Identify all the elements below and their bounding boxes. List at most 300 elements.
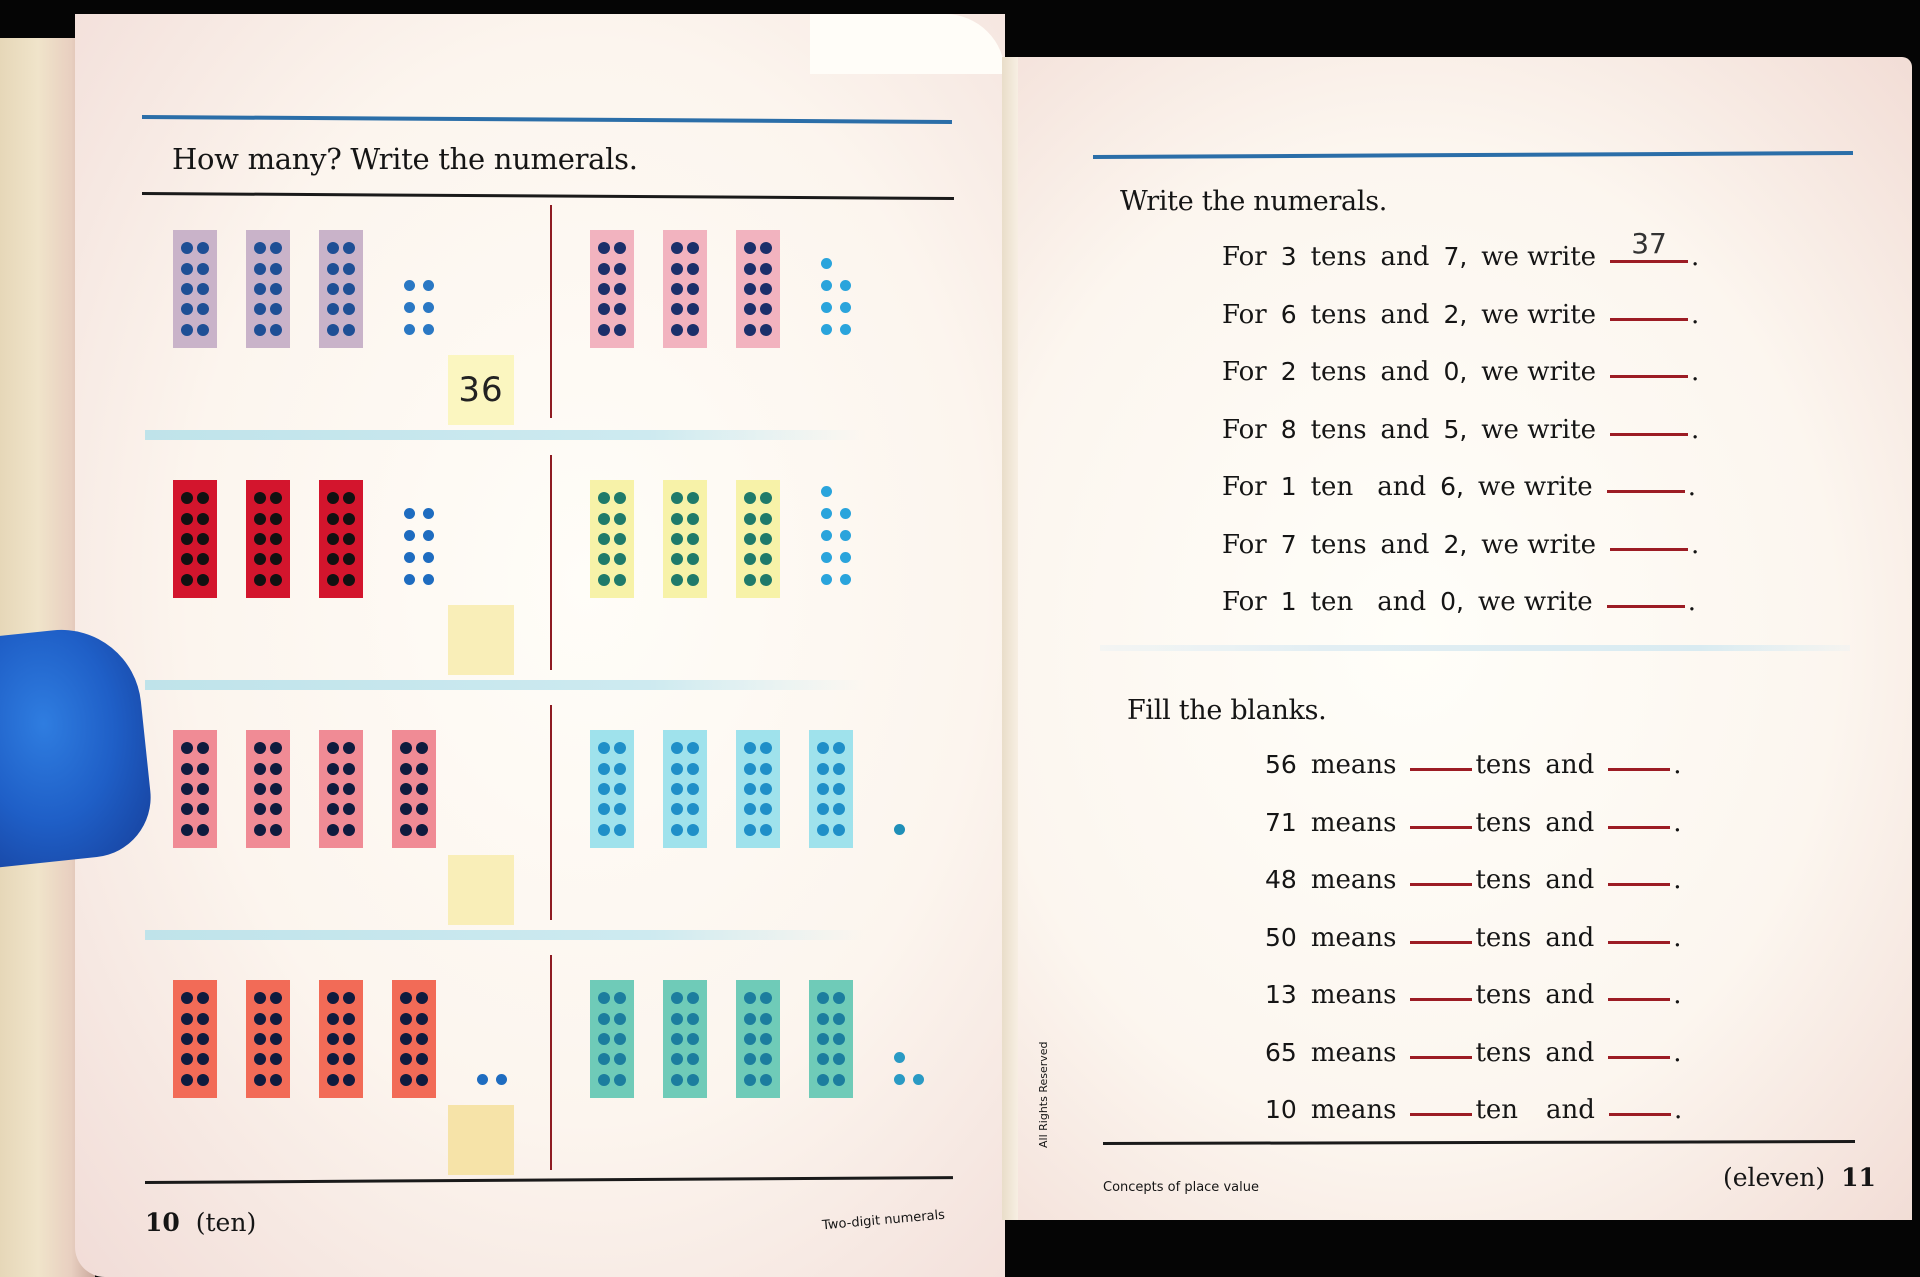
counter-dot [327, 742, 339, 754]
counter-dot [598, 763, 610, 775]
counter-dot [400, 824, 412, 836]
counter-dot [614, 803, 626, 815]
word-for: For [1222, 414, 1267, 445]
fill-blank-row [1265, 1038, 1682, 1068]
and-word: and [1545, 865, 1595, 895]
word-for: For [1222, 357, 1267, 387]
and-word: and [1545, 922, 1595, 953]
counter-dot [197, 742, 209, 754]
counter-dot [254, 824, 266, 836]
right-page-number-group [1723, 1163, 1876, 1192]
word-for: For [1222, 587, 1267, 617]
counter-dot [687, 742, 699, 754]
ones-dot [423, 530, 434, 541]
counter-dot [254, 242, 266, 254]
we-write-text: we write [1481, 529, 1597, 560]
counter-dot [327, 513, 339, 525]
counter-dot [181, 263, 193, 275]
counter-dot [270, 1074, 282, 1086]
we-write-text: we write [1481, 357, 1597, 387]
counter-dot [760, 992, 772, 1004]
number-value: 71 [1265, 807, 1297, 837]
counter-dot [343, 324, 355, 336]
counter-dot [254, 1053, 266, 1065]
counter-dot [687, 783, 699, 795]
tens-count: 1 [1280, 472, 1297, 501]
counter-dot [614, 574, 626, 586]
counter-dot [416, 824, 428, 836]
and-word: and [1545, 1037, 1595, 1068]
ten-block [663, 980, 707, 1098]
ones-blank[interactable] [1608, 768, 1670, 771]
counter-dot [181, 1013, 193, 1025]
ones-count: 2, [1443, 299, 1468, 329]
counter-dot [833, 824, 845, 836]
counter-dot [343, 513, 355, 525]
counter-dot [343, 742, 355, 754]
counter-dot [181, 763, 193, 775]
counter-dot [671, 513, 683, 525]
counter-dot [671, 992, 683, 1004]
counter-dot [671, 1074, 683, 1086]
counter-dot [614, 783, 626, 795]
tens-count: 8 [1280, 414, 1297, 444]
counter-dot [181, 303, 193, 315]
ones-dots-group [821, 258, 852, 335]
counter-dot [254, 324, 266, 336]
answer-box[interactable] [448, 855, 514, 925]
write-numeral-row [1222, 227, 1700, 272]
counter-dot [270, 1013, 282, 1025]
ones-blank[interactable] [1608, 1056, 1670, 1059]
we-write-text: we write [1481, 299, 1597, 330]
ones-dot [404, 574, 415, 585]
counter-dot [817, 1033, 829, 1045]
ones-dots-group [894, 1052, 925, 1085]
counter-dot [270, 303, 282, 315]
counter-dot [400, 1013, 412, 1025]
ones-count: 0, [1443, 357, 1468, 386]
counter-dot [343, 783, 355, 795]
counter-dot [181, 803, 193, 815]
counter-dot [760, 783, 772, 795]
fill-blank-row [1265, 980, 1682, 1010]
and-word: and [1380, 357, 1430, 387]
number-value: 48 [1265, 865, 1297, 894]
column-divider [550, 955, 552, 1170]
unit-word: tens [1310, 529, 1367, 560]
counter-dot [343, 492, 355, 504]
counter-dot [760, 574, 772, 586]
ones-dot [423, 552, 434, 563]
column-divider [550, 705, 552, 920]
counter-dot [327, 283, 339, 295]
we-write-text: we write [1481, 414, 1597, 445]
fill-blank-row [1265, 865, 1682, 895]
counter-dot [614, 1074, 626, 1086]
counter-dot [687, 803, 699, 815]
tens-blank[interactable] [1410, 998, 1472, 1001]
ones-dots-group [894, 824, 925, 835]
ten-block [590, 480, 634, 598]
counter-dot [671, 824, 683, 836]
unit-word: ten [1310, 587, 1354, 617]
counter-dot [760, 303, 772, 315]
answer-text: 37 [1631, 227, 1667, 260]
counter-dot [343, 1013, 355, 1025]
counter-dot [671, 303, 683, 315]
answer-box[interactable]: 36 [448, 355, 514, 425]
counter-dot [614, 992, 626, 1004]
left-page-title: How many? Write the numerals. [172, 142, 638, 176]
ones-dots-group [477, 1074, 508, 1085]
counter-dot [687, 492, 699, 504]
tens-blank[interactable] [1410, 826, 1472, 829]
counter-dot [181, 1053, 193, 1065]
counter-dot [270, 803, 282, 815]
ten-block [246, 730, 290, 848]
period: . [1673, 980, 1682, 1010]
ten-block [663, 230, 707, 348]
counter-dot [327, 1033, 339, 1045]
counter-dot [744, 492, 756, 504]
fill-blank-row [1265, 750, 1682, 780]
counter-dot [833, 763, 845, 775]
right-page-number: 11 [1841, 1163, 1876, 1192]
counter-dot [760, 553, 772, 565]
ones-dot [894, 1052, 905, 1063]
right-section-label: Concepts of place value [1103, 1180, 1259, 1195]
answer-blank[interactable] [1610, 433, 1688, 436]
ones-dot [423, 508, 434, 519]
answer-blank[interactable] [1610, 375, 1688, 378]
counter-dot [254, 803, 266, 815]
counter-dot [614, 283, 626, 295]
counter-dot [254, 553, 266, 565]
counter-dot [817, 783, 829, 795]
counter-dot [817, 1053, 829, 1065]
counter-dot [760, 803, 772, 815]
counter-dot [671, 1053, 683, 1065]
counter-dot [760, 1053, 772, 1065]
ten-block [736, 980, 780, 1098]
counter-dot [671, 742, 683, 754]
counter-dot [327, 1074, 339, 1086]
counter-dot [817, 742, 829, 754]
ten-block [736, 230, 780, 348]
counter-dot [254, 783, 266, 795]
period: . [1673, 865, 1682, 895]
counter-dot [614, 263, 626, 275]
counter-dot [181, 242, 193, 254]
right-page-word: (eleven) [1723, 1163, 1826, 1192]
book-spine [1002, 57, 1018, 1220]
and-word: and [1380, 242, 1430, 272]
ones-dot [894, 824, 905, 835]
number-value: 56 [1265, 750, 1297, 779]
ones-dot [404, 530, 415, 541]
counter-dot [254, 533, 266, 545]
counter-dot [327, 492, 339, 504]
counter-dot [270, 263, 282, 275]
counter-dot [614, 1053, 626, 1065]
counter-dot [598, 1013, 610, 1025]
means-word: means [1310, 750, 1397, 780]
counter-dot [254, 1013, 266, 1025]
counter-dot [671, 783, 683, 795]
counter-dot [327, 783, 339, 795]
counter-dot [744, 574, 756, 586]
counter-dot [671, 533, 683, 545]
period: . [1691, 357, 1700, 387]
counter-dot [760, 492, 772, 504]
counter-dot [614, 763, 626, 775]
ones-blank[interactable] [1609, 1113, 1671, 1116]
period: . [1691, 414, 1700, 445]
counter-dot [400, 763, 412, 775]
counter-dot [270, 513, 282, 525]
write-numeral-row [1222, 587, 1696, 617]
tens-count: 2 [1280, 357, 1297, 386]
counter-dot [687, 242, 699, 254]
answer-box[interactable] [448, 1105, 514, 1175]
counter-dot [671, 324, 683, 336]
answer-blank[interactable] [1610, 227, 1688, 263]
counter-dot [181, 553, 193, 565]
ones-dot [840, 574, 851, 585]
counter-dot [671, 283, 683, 295]
counter-dot [327, 763, 339, 775]
counter-dot [598, 324, 610, 336]
counter-dot [598, 492, 610, 504]
counter-dot [181, 283, 193, 295]
and-word: and [1377, 587, 1427, 617]
counter-dot [181, 992, 193, 1004]
counter-dot [744, 1053, 756, 1065]
counter-dot [687, 324, 699, 336]
counter-dot [760, 324, 772, 336]
counter-dot [598, 533, 610, 545]
counter-dot [197, 324, 209, 336]
counter-dot [197, 763, 209, 775]
counter-dot [687, 553, 699, 565]
counter-dot [598, 742, 610, 754]
unit-word: tens [1475, 980, 1532, 1010]
and-word: and [1380, 299, 1430, 330]
answer-blank[interactable] [1607, 490, 1685, 493]
tens-blocks-group [590, 480, 780, 598]
tens-count: 7 [1280, 529, 1297, 559]
tens-blank[interactable] [1410, 883, 1472, 886]
ones-dot [404, 552, 415, 563]
counter-dot [270, 1053, 282, 1065]
number-value: 10 [1265, 1095, 1297, 1124]
answer-blank[interactable] [1610, 318, 1688, 321]
counter-dot [598, 992, 610, 1004]
counter-dot [614, 742, 626, 754]
ones-blank[interactable] [1608, 883, 1670, 886]
counter-dot [343, 553, 355, 565]
ones-dot [477, 1074, 488, 1085]
counter-dot [614, 492, 626, 504]
left-page-number: 10 [145, 1208, 180, 1237]
word-for: For [1222, 242, 1267, 272]
ten-block [809, 730, 853, 848]
counter-dot [197, 492, 209, 504]
ones-dots-group [404, 280, 435, 335]
counter-dot [744, 513, 756, 525]
counter-dot [760, 763, 772, 775]
counter-dot [614, 242, 626, 254]
ones-dot [404, 302, 415, 313]
counter-dot [181, 533, 193, 545]
ones-dot [840, 552, 851, 563]
counter-dot [833, 1053, 845, 1065]
counter-dot [400, 803, 412, 815]
counter-dot [270, 553, 282, 565]
counter-dot [197, 1033, 209, 1045]
counter-dot [744, 783, 756, 795]
counter-dot [687, 513, 699, 525]
counter-dot [400, 783, 412, 795]
counter-dot [817, 1013, 829, 1025]
tens-blank[interactable] [1410, 941, 1472, 944]
counter-dot [197, 553, 209, 565]
counter-dot [197, 513, 209, 525]
ten-block [392, 980, 436, 1098]
counter-dot [270, 324, 282, 336]
counter-dot [817, 992, 829, 1004]
counter-dot [400, 742, 412, 754]
counter-dot [270, 574, 282, 586]
counter-dot [197, 824, 209, 836]
ones-dot [496, 1074, 507, 1085]
left-page-word: (ten) [195, 1208, 257, 1237]
ones-blank[interactable] [1608, 941, 1670, 944]
counter-dot [181, 824, 193, 836]
counter-dot [343, 1053, 355, 1065]
unit-word: ten [1310, 472, 1354, 502]
counter-dot [197, 992, 209, 1004]
ones-dot [821, 530, 832, 541]
tens-blank[interactable] [1410, 1056, 1472, 1059]
counter-dot [687, 303, 699, 315]
ten-block [319, 230, 363, 348]
counter-dot [760, 263, 772, 275]
answer-blank[interactable] [1607, 605, 1685, 608]
counter-dot [760, 742, 772, 754]
counter-dot [197, 303, 209, 315]
counter-dot [598, 263, 610, 275]
counter-dot [833, 1033, 845, 1045]
counter-dot [270, 824, 282, 836]
ones-dot [821, 324, 832, 335]
counter-dot [254, 1033, 266, 1045]
counter-dot [181, 324, 193, 336]
means-word: means [1310, 865, 1397, 895]
counter-dot [614, 513, 626, 525]
counter-dot [744, 1013, 756, 1025]
means-word: means [1310, 1037, 1397, 1068]
unit-word: tens [1475, 865, 1532, 895]
tens-blank[interactable] [1410, 768, 1472, 771]
ones-blank[interactable] [1608, 826, 1670, 829]
unit-word: tens [1475, 1037, 1532, 1068]
counter-dot [416, 1053, 428, 1065]
counter-dot [254, 492, 266, 504]
period: . [1673, 922, 1682, 953]
ten-block [246, 480, 290, 598]
ones-blank[interactable] [1608, 998, 1670, 1001]
counter-dot [744, 824, 756, 836]
counter-dot [614, 1033, 626, 1045]
counter-dot [598, 513, 610, 525]
ten-block [319, 730, 363, 848]
counter-dot [343, 763, 355, 775]
counter-dot [343, 803, 355, 815]
counter-dot [270, 763, 282, 775]
counter-dot [614, 553, 626, 565]
row-divider-band [145, 930, 865, 940]
counter-dot [687, 824, 699, 836]
counter-dot [197, 242, 209, 254]
counter-dot [270, 992, 282, 1004]
counter-dot [833, 742, 845, 754]
counter-dot [833, 783, 845, 795]
ones-dot [821, 486, 832, 497]
ones-dot [423, 302, 434, 313]
counter-dot [687, 283, 699, 295]
counter-dot [614, 1013, 626, 1025]
ten-block [246, 980, 290, 1098]
counter-dot [687, 1053, 699, 1065]
counter-dot [416, 783, 428, 795]
ones-dot [404, 508, 415, 519]
counter-dot [197, 1074, 209, 1086]
answer-box[interactable] [448, 605, 514, 675]
counter-dot [327, 263, 339, 275]
row-divider-band [145, 680, 865, 690]
ten-block [590, 730, 634, 848]
counter-dot [197, 533, 209, 545]
and-word: and [1380, 529, 1430, 560]
counter-dot [197, 803, 209, 815]
and-word: and [1545, 980, 1595, 1010]
tens-blank[interactable] [1410, 1113, 1472, 1116]
counter-dot [687, 1013, 699, 1025]
counter-dot [343, 283, 355, 295]
counter-dot [416, 803, 428, 815]
period: . [1691, 529, 1700, 560]
and-word: and [1377, 472, 1427, 502]
section-divider [1100, 645, 1850, 651]
counter-dot [343, 1033, 355, 1045]
counter-dot [400, 1074, 412, 1086]
counter-dot [760, 533, 772, 545]
counter-dot [343, 533, 355, 545]
counter-dot [833, 992, 845, 1004]
write-numeral-row [1222, 415, 1699, 445]
ones-dot [821, 574, 832, 585]
counter-dot [400, 992, 412, 1004]
write-numeral-row [1222, 300, 1699, 330]
ones-dot [913, 1074, 924, 1085]
ten-block [663, 730, 707, 848]
counter-dot [671, 553, 683, 565]
section1-title: Write the numerals. [1120, 186, 1388, 217]
counter-dot [744, 803, 756, 815]
answer-blank[interactable] [1610, 548, 1688, 551]
